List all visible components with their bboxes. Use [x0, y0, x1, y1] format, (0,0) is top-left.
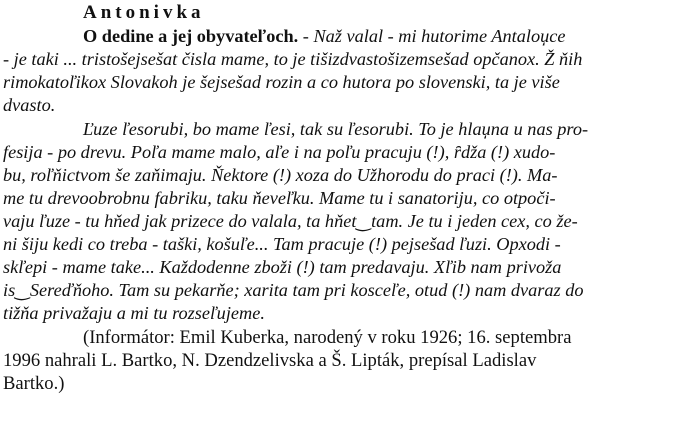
section-heading: O dedine a jej obyvateľoch.	[83, 26, 299, 46]
informant-line-1: (Informátor: Emil Kuberka, narodený v roku 1926; 16. septembra	[83, 327, 572, 348]
paragraph-2-line-3: bu, roľňictvom še zaňimaju. Ňektore (!) xoza do Užhorodu do praci (!). Ma-	[3, 165, 558, 185]
paragraph-2-line-6: ni šiju kedi co treba - taški, košuľe... Tam pracuje (!) pejsešad ľuzi. Opxodi -	[3, 234, 561, 254]
paragraph-2-line-9: tižňa privažaju a mi tu rozseľujeme.	[3, 303, 265, 323]
paragraph-1-line-1	[83, 25, 565, 47]
paragraph-2-line-8: is‿Sereďňoho. Tam su pekarňe; xarita tam pri koscеľe, otud (!) nam dvaraz do	[3, 280, 584, 300]
paragraph-2-line-2: fesija - po drevu. Poľa mame malo, aľe i na poľu pracuju (!), ȓdža (!) xudo-	[3, 142, 556, 162]
informant-line-2: 1996 nahrali L. Bartko, N. Dzendzelivska a Š. Lipták, prepísal Ladislav	[3, 350, 537, 371]
informant-line-3: Bartko.)	[3, 373, 65, 394]
paragraph-1-line-4: dvasto.	[3, 95, 56, 115]
paragraph-2-line-5: vaju ľuze - tu hňed jak prizece do valala, ta hňet‿tam. Je tu i jeden cex, co že-	[3, 211, 578, 231]
paragraph-1-text: - Naž valal - mi hutorime Antaloџce	[298, 26, 566, 46]
paragraph-2-line-7: skľepi - mame take... Každodenne zboži (!) tam predavaju. Xľib nam privoža	[3, 257, 562, 277]
paragraph-1-line-2: - je taki ... tristošejsešat čisla mame, to je tišizdvastošizemsešad opčanox. Ž ňih	[3, 49, 583, 69]
paragraph-1-line-3: rimokatoľikox Slovakoh je šejsešad rozin a co hutora po slovenski, ta je više	[3, 72, 560, 92]
paragraph-2-line-4: me tu drevoobrobnu fabriku, taku ňeveľku. Mame tu i sanatoriju, co otpoči-	[3, 188, 556, 208]
paragraph-2-line-1: Ľuze ľesorubi, bo mame ľesi, tak su ľesorubi. To je hlaџna u nas pro-	[83, 119, 589, 139]
village-title: Antonivka	[83, 2, 205, 23]
